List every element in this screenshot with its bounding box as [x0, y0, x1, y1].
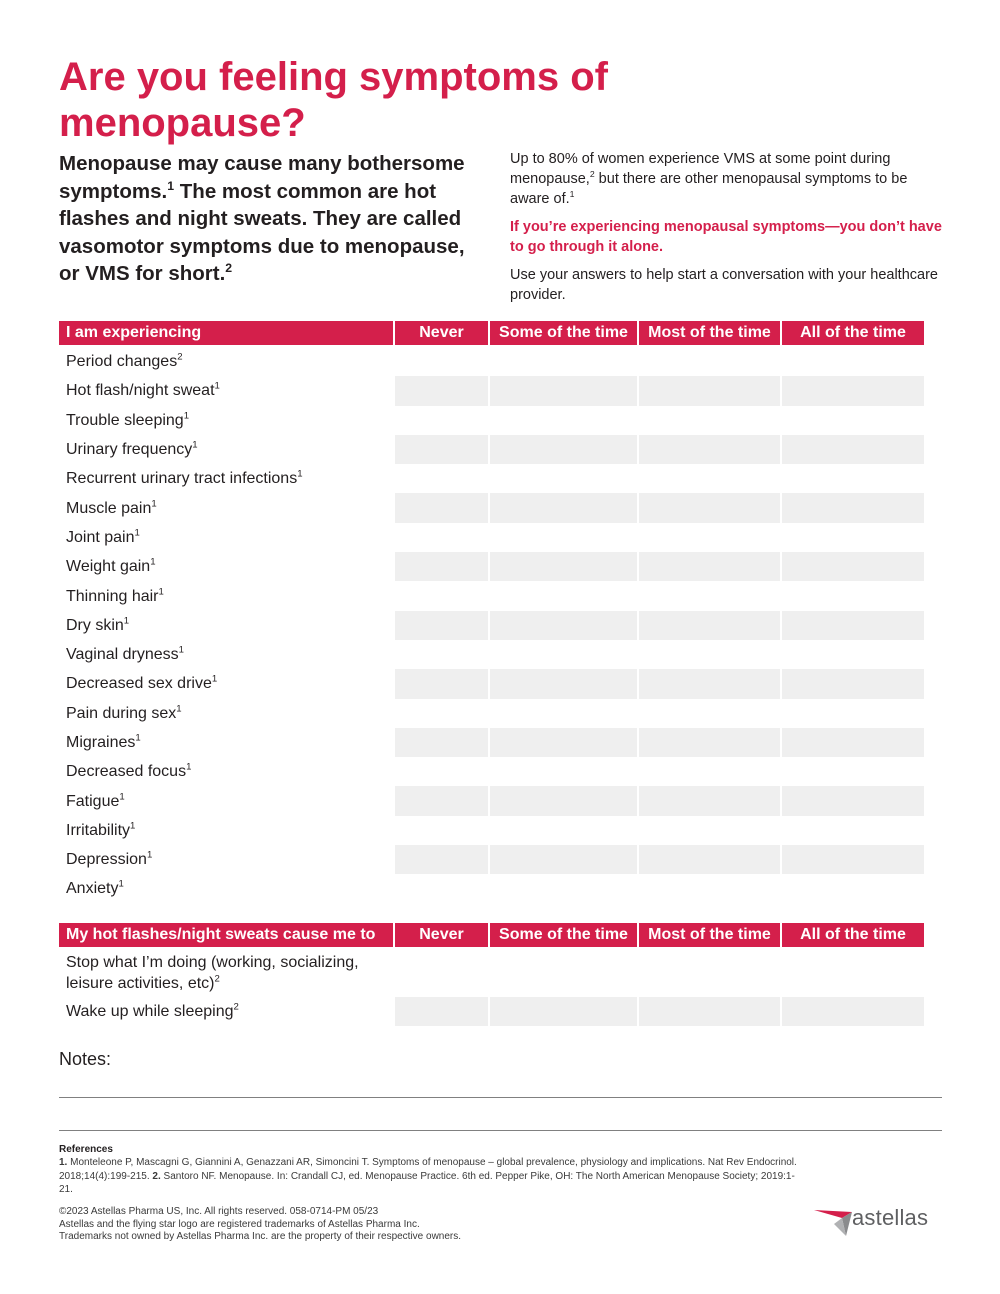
ref2-number: 2.: [152, 1170, 161, 1182]
frequency-cell-all[interactable]: [782, 581, 924, 610]
intro-right-text: [510, 149, 950, 313]
frequency-cell-some[interactable]: [490, 845, 637, 874]
footnote-marker: 1: [134, 527, 140, 539]
references-body: [59, 1156, 799, 1196]
symptom-label-text: Pain during sex: [66, 704, 177, 722]
frequency-cell-some[interactable]: [490, 816, 637, 845]
frequency-cell-some[interactable]: [490, 874, 637, 903]
table-row: [59, 669, 926, 698]
frequency-cell-never[interactable]: [395, 816, 488, 845]
intro-left-part2: The most common are hot flashes and night sweats. They are called vasomotor symptoms due to menopause, or VMS for short.: [59, 179, 465, 285]
frequency-cell-some[interactable]: [490, 640, 637, 669]
frequency-cell-all[interactable]: [782, 997, 924, 1026]
para1-part-b: but there are other menopausal symptoms to be aware of.: [510, 171, 908, 207]
symptom-label: [59, 997, 393, 1026]
frequency-cell-most[interactable]: [639, 845, 780, 874]
table-row: [59, 464, 926, 493]
frequency-cell-some[interactable]: [490, 493, 637, 522]
frequency-cell-all[interactable]: [782, 949, 924, 997]
table-header-cell: Most of the time: [639, 923, 780, 947]
astellas-logo: [812, 1198, 942, 1238]
frequency-cell-most[interactable]: [639, 347, 780, 376]
frequency-cell-never[interactable]: [395, 640, 488, 669]
frequency-cell-most[interactable]: [639, 786, 780, 815]
frequency-cell-never[interactable]: [395, 376, 488, 405]
frequency-cell-never[interactable]: [395, 997, 488, 1026]
symptom-label-text: Depression: [66, 851, 147, 869]
footnote-marker: 2: [214, 973, 220, 985]
frequency-cell-some[interactable]: [490, 523, 637, 552]
frequency-cell-all[interactable]: [782, 640, 924, 669]
frequency-cell-some[interactable]: [490, 786, 637, 815]
table-row: [59, 376, 926, 405]
table-row: [59, 406, 926, 435]
frequency-cell-most[interactable]: [639, 874, 780, 903]
legal-line-1: ©2023 Astellas Pharma US, Inc. All rights reserved. 058-0714-PM 05/23: [59, 1206, 379, 1217]
frequency-cell-all[interactable]: [782, 552, 924, 581]
footnote-marker: 1: [151, 498, 157, 510]
symptom-label-text: Irritability: [66, 821, 131, 839]
symptom-label: [59, 523, 393, 552]
symptom-label: [59, 435, 393, 464]
references-heading: References: [59, 1144, 113, 1155]
frequency-cell-never[interactable]: [395, 728, 488, 757]
symptom-label-text: Recurrent urinary tract infections: [66, 470, 298, 488]
symptom-label-text: Urinary frequency: [66, 441, 193, 459]
frequency-cell-most[interactable]: [639, 669, 780, 698]
frequency-cell-some[interactable]: [490, 435, 637, 464]
frequency-cell-most[interactable]: [639, 699, 780, 728]
frequency-cell-never[interactable]: [395, 581, 488, 610]
frequency-cell-some[interactable]: [490, 347, 637, 376]
frequency-cell-never[interactable]: [395, 347, 488, 376]
footnote-marker: 1: [192, 439, 198, 451]
frequency-cell-some[interactable]: [490, 552, 637, 581]
frequency-cell-never[interactable]: [395, 406, 488, 435]
frequency-cell-never[interactable]: [395, 464, 488, 493]
table-header-cell: Some of the time: [490, 923, 637, 947]
para1-part-a: Up to 80% of women experience VMS at some point during menopause,: [510, 151, 891, 187]
frequency-cell-all[interactable]: [782, 435, 924, 464]
frequency-cell-most[interactable]: [639, 728, 780, 757]
table-header: [59, 923, 926, 947]
footnote-marker: 1: [214, 381, 220, 393]
frequency-cell-all[interactable]: [782, 523, 924, 552]
ref1-number: 1.: [59, 1157, 68, 1169]
frequency-cell-some[interactable]: [490, 581, 637, 610]
frequency-cell-most[interactable]: [639, 464, 780, 493]
frequency-cell-never[interactable]: [395, 786, 488, 815]
frequency-cell-never[interactable]: [395, 874, 488, 903]
table-row: [59, 611, 926, 640]
symptom-label-text: Dry skin: [66, 616, 124, 634]
symptom-label: [59, 493, 393, 522]
table-row: [59, 523, 926, 552]
frequency-cell-never[interactable]: [395, 949, 488, 997]
hot-flash-impact-table: [59, 923, 926, 1026]
legal-text: [59, 1206, 659, 1244]
footnote-marker: 1: [135, 732, 141, 744]
symptom-label: [59, 699, 393, 728]
footnote-marker: 2: [233, 1001, 239, 1013]
table-header: [59, 321, 926, 345]
notes-line-1[interactable]: [59, 1097, 942, 1098]
frequency-cell-most[interactable]: [639, 581, 780, 610]
symptom-label-text: Migraines: [66, 734, 136, 751]
table-row: [59, 845, 926, 874]
frequency-cell-never[interactable]: [395, 669, 488, 698]
frequency-cell-most[interactable]: [639, 997, 780, 1026]
symptom-label-text: Anxiety: [66, 880, 119, 898]
symptom-label-text: Thinning hair: [66, 587, 159, 605]
symptom-label-text: Stop what I’m doing (working, socializing, leisure activities, etc): [66, 954, 359, 992]
table-row: [59, 699, 926, 728]
table-header-cell: Most of the time: [639, 321, 780, 345]
frequency-cell-all[interactable]: [782, 816, 924, 845]
frequency-cell-never[interactable]: [395, 435, 488, 464]
symptom-label-text: Decreased sex drive: [66, 675, 212, 693]
footnote-marker: 1: [119, 791, 125, 803]
symptom-label-text: Decreased focus: [66, 763, 187, 781]
footnote-marker: 1: [146, 849, 153, 861]
table-row: [59, 493, 926, 522]
frequency-cell-all[interactable]: [782, 874, 924, 903]
legal-line-3: Trademarks not owned by Astellas Pharma Inc. are the property of their respective owners.: [59, 1231, 462, 1242]
frequency-cell-most[interactable]: [639, 493, 780, 522]
symptom-label-text: Weight gain: [66, 558, 151, 576]
symptom-label: [59, 406, 393, 435]
table-header-cell: Never: [395, 923, 488, 947]
table-row: [59, 874, 926, 903]
symptom-label-text: Hot flash/night sweat: [66, 382, 215, 400]
frequency-cell-most[interactable]: [639, 376, 780, 405]
table-row: [59, 728, 926, 757]
logo-text: astellas: [852, 1205, 929, 1230]
frequency-cell-all[interactable]: [782, 406, 924, 435]
footnote-marker: 1: [183, 410, 190, 422]
frequency-cell-never[interactable]: [395, 552, 488, 581]
footnote-marker: 1: [176, 703, 182, 715]
intro-right-para2: If you’re experiencing menopausal symptoms—you don’t have to go through it alone.: [510, 219, 942, 255]
table-header-cell: All of the time: [782, 923, 924, 947]
frequency-cell-never[interactable]: [395, 699, 488, 728]
frequency-cell-all[interactable]: [782, 611, 924, 640]
frequency-cell-all[interactable]: [782, 464, 924, 493]
table-row: [59, 581, 926, 610]
symptom-label: [59, 581, 393, 610]
symptom-label-text: Wake up while sleeping: [66, 1003, 234, 1021]
frequency-cell-never[interactable]: [395, 757, 488, 786]
symptom-label: [59, 845, 393, 874]
table-header-cell: I am experiencing: [59, 321, 393, 345]
symptom-label-text: Muscle pain: [66, 499, 152, 517]
frequency-cell-all[interactable]: [782, 669, 924, 698]
frequency-cell-some[interactable]: [490, 997, 637, 1026]
footnote-marker: 1: [118, 879, 124, 891]
frequency-cell-all[interactable]: [782, 786, 924, 815]
symptom-label: [59, 728, 393, 757]
symptom-label-text: Trouble sleeping: [66, 411, 184, 429]
frequency-cell-most[interactable]: [639, 552, 780, 581]
frequency-cell-most[interactable]: [639, 611, 780, 640]
symptom-label: [59, 757, 393, 786]
intro-left-part1: Menopause may cause many bothersome symptoms.: [59, 152, 465, 203]
symptom-label: [59, 552, 393, 581]
symptom-label-text: Joint pain: [66, 528, 135, 546]
frequency-cell-never[interactable]: [395, 523, 488, 552]
table-row: [59, 997, 926, 1026]
symptom-label: [59, 640, 393, 669]
intro-right-para1: [510, 149, 950, 209]
frequency-cell-all[interactable]: [782, 728, 924, 757]
footnote-marker: 1: [178, 644, 184, 656]
frequency-cell-some[interactable]: [490, 611, 637, 640]
footnote-marker: 1: [211, 674, 218, 686]
symptom-label: [59, 816, 393, 845]
footnote-marker: 2: [177, 351, 183, 363]
footnote-marker: 1: [150, 556, 156, 568]
frequency-cell-all[interactable]: [782, 376, 924, 405]
symptom-label: [59, 347, 393, 376]
para1-sup2: 1: [569, 189, 575, 200]
frequency-cell-most[interactable]: [639, 406, 780, 435]
table-header-cell: Some of the time: [490, 321, 637, 345]
legal-line-2: Astellas and the flying star logo are registered trademarks of Astellas Pharma Inc.: [59, 1218, 420, 1230]
frequency-cell-never[interactable]: [395, 845, 488, 874]
frequency-cell-some[interactable]: [490, 757, 637, 786]
table-row: [59, 757, 926, 786]
frequency-cell-some[interactable]: [490, 949, 637, 997]
notes-line-2[interactable]: [59, 1130, 942, 1131]
frequency-cell-most[interactable]: [639, 640, 780, 669]
table-header-cell: Never: [395, 321, 488, 345]
footnote-marker: 1: [130, 820, 136, 832]
frequency-cell-most[interactable]: [639, 757, 780, 786]
frequency-cell-some[interactable]: [490, 728, 637, 757]
symptom-label: [59, 949, 393, 997]
frequency-cell-all[interactable]: [782, 757, 924, 786]
frequency-cell-some[interactable]: [490, 464, 637, 493]
symptom-label: [59, 874, 393, 903]
frequency-cell-some[interactable]: [490, 406, 637, 435]
intro-left-sup2: 2: [225, 261, 233, 276]
references: [59, 1143, 799, 1196]
footnote-marker: 1: [186, 761, 192, 773]
symptom-label-text: Period changes: [66, 353, 178, 371]
symptom-label: [59, 786, 393, 815]
footnote-marker: 1: [297, 469, 303, 480]
table-header-cell: All of the time: [782, 321, 924, 345]
footnote-marker: 1: [123, 615, 130, 627]
symptom-label: [59, 464, 393, 493]
notes-label: Notes:: [59, 1049, 112, 1069]
ref1-text: Monteleone P, Mascagni G, Giannini A, Genazzani AR, Simoncini T. Symptoms of menopause – global prevalence, physiology and implications. Nat Rev Endocrinol. 2018;14(4):199-215.: [59, 1157, 797, 1182]
frequency-cell-most[interactable]: [639, 523, 780, 552]
frequency-cell-most[interactable]: [639, 949, 780, 997]
symptom-label-text: Vaginal dryness: [66, 646, 179, 664]
symptom-label: [59, 376, 393, 405]
frequency-cell-some[interactable]: [490, 699, 637, 728]
table-row: [59, 552, 926, 581]
table-row: [59, 640, 926, 669]
symptom-label: [59, 669, 393, 698]
para1-sup1: 2: [589, 169, 595, 180]
frequency-cell-all[interactable]: [782, 845, 924, 874]
frequency-cell-most[interactable]: [639, 435, 780, 464]
frequency-cell-some[interactable]: [490, 669, 637, 698]
symptom-label: [59, 611, 393, 640]
frequency-cell-most[interactable]: [639, 816, 780, 845]
ref2-text: Santoro NF. Menopause. In: Crandall CJ, ed. Menopause Practice. 6th ed. Pepper Pike, OH: The North American Menopause Society; 2019:1-21.: [59, 1170, 795, 1195]
symptom-table: [59, 321, 926, 904]
footnote-marker: 1: [158, 586, 164, 598]
symptom-label-text: Fatigue: [66, 792, 120, 810]
frequency-cell-never[interactable]: [395, 493, 488, 522]
frequency-cell-all[interactable]: [782, 347, 924, 376]
table-row: [59, 435, 926, 464]
intro-left-text: [59, 150, 479, 288]
table-header-cell: My hot flashes/night sweats cause me to: [59, 923, 393, 947]
page-title: Are you feeling symptoms of menopause?: [59, 55, 608, 145]
table-row: [59, 786, 926, 815]
frequency-cell-never[interactable]: [395, 611, 488, 640]
frequency-cell-all[interactable]: [782, 493, 924, 522]
frequency-cell-all[interactable]: [782, 699, 924, 728]
intro-left-sup1: 1: [167, 178, 175, 193]
table-row: [59, 816, 926, 845]
table-row: [59, 347, 926, 376]
table-row: [59, 949, 926, 997]
frequency-cell-some[interactable]: [490, 376, 637, 405]
intro-right-para3: Use your answers to help start a conversation with your healthcare provider.: [510, 267, 938, 303]
